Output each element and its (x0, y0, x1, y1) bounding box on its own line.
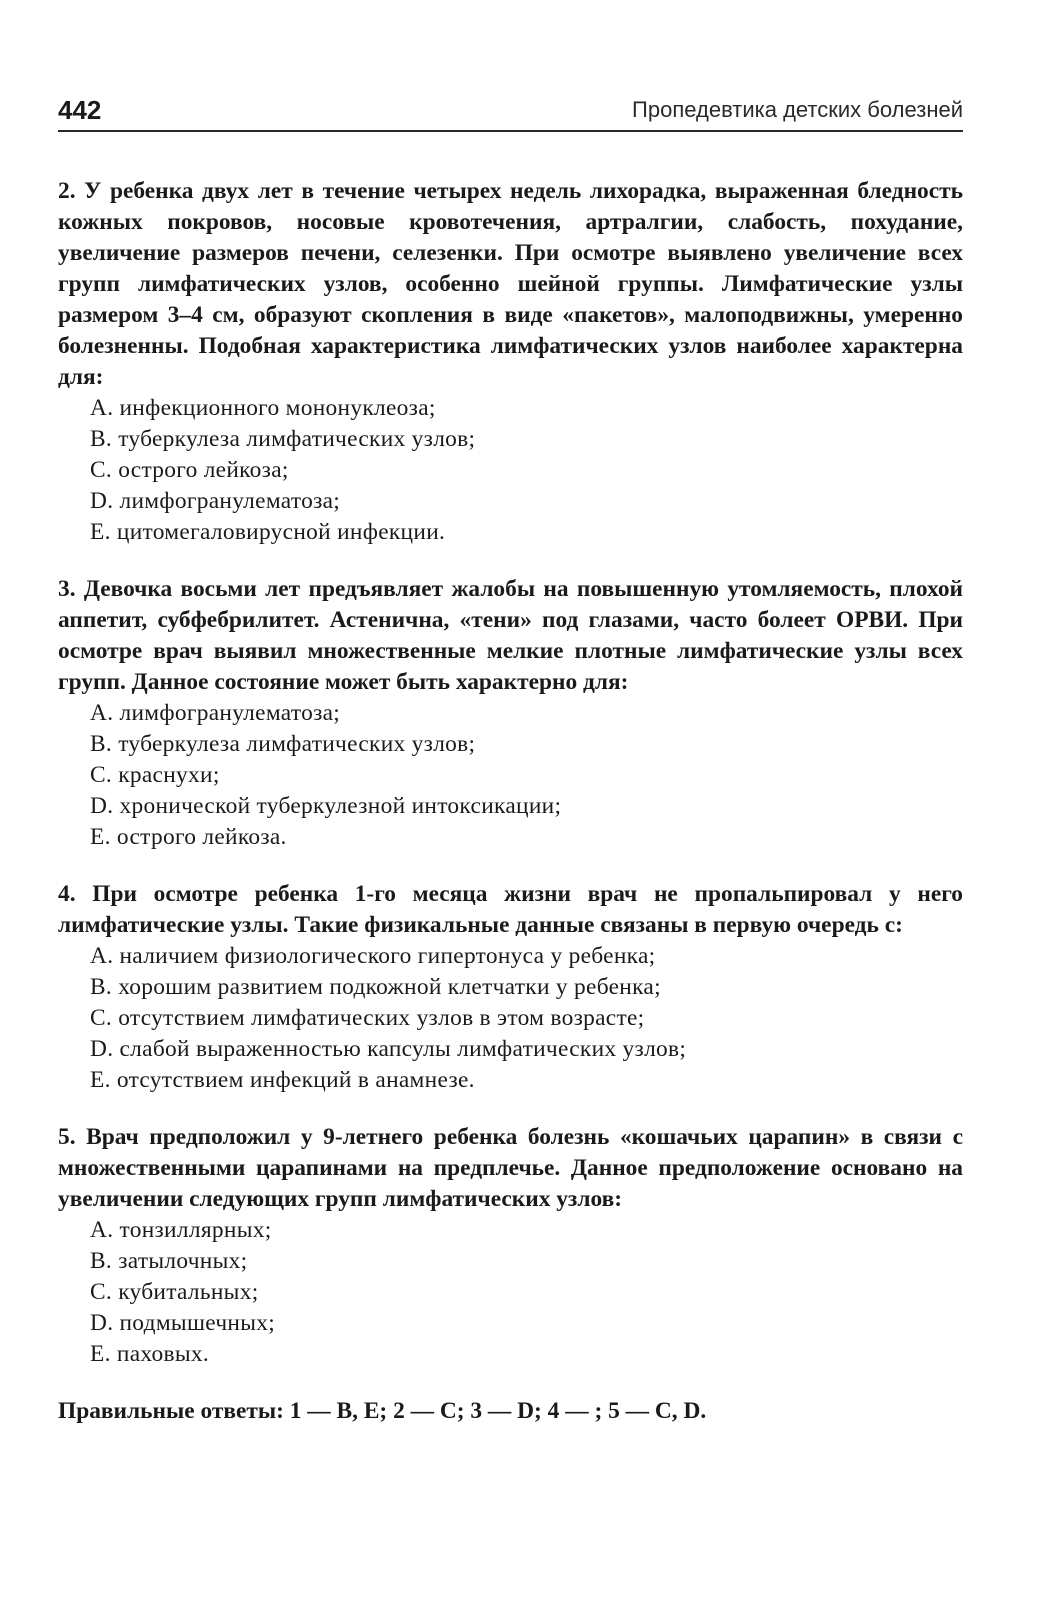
option-c: C. кубитальных; (90, 1279, 259, 1305)
running-title: Пропедевтика детских болезней (632, 97, 963, 122)
option-e: E. паховых. (90, 1341, 209, 1367)
option-a: A. наличием физиологического гипертонуса у ребенка; (90, 943, 656, 969)
option-a: A. лимфогранулематоза; (90, 700, 341, 726)
option-b: B. затылочных; (90, 1248, 248, 1274)
option-a: A. инфекционного мононуклеоза; (90, 395, 436, 421)
page-header (58, 94, 963, 132)
option-d: D. лимфогранулематоза; (90, 488, 341, 514)
option-e: E. цитомегаловирусной инфекции. (90, 519, 446, 545)
option-c: C. краснухи; (90, 762, 220, 788)
question-stem: 4. При осмотре ребенка 1-го месяца жизни врач не пропальпировал у него лимфатические узлы. Такие физикальные данные связаны в первую очередь с: (58, 881, 963, 938)
correct-answers: Правильные ответы: 1 — B, E; 2 — C; 3 — D; 4 — ; 5 — C, D. (58, 1398, 707, 1424)
option-d: D. подмышечных; (90, 1310, 276, 1336)
answer-options (58, 1215, 963, 1370)
answer-options (58, 393, 963, 548)
option-b: B. хорошим развитием подкожной клетчатки у ребенка; (90, 974, 661, 1000)
page-number: 442 (58, 95, 102, 125)
question-3 (58, 574, 963, 853)
option-b: B. туберкулеза лимфатических узлов; (90, 731, 476, 757)
option-b: B. туберкулеза лимфатических узлов; (90, 426, 476, 452)
question-2 (58, 176, 963, 548)
answer-options (58, 698, 963, 853)
page-content (58, 176, 963, 1450)
option-d: D. слабой выраженностью капсулы лимфатических узлов; (90, 1036, 687, 1062)
option-c: C. отсутствием лимфатических узлов в этом возрасте; (90, 1005, 645, 1031)
option-d: D. хронической туберкулезной интоксикации; (90, 793, 562, 819)
option-c: C. острого лейкоза; (90, 457, 289, 483)
option-a: A. тонзиллярных; (90, 1217, 272, 1243)
option-e: E. острого лейкоза. (90, 824, 287, 850)
question-stem: 5. Врач предположил у 9-летнего ребенка болезнь «кошачьих царапин» в связи с множественными царапинами на предплечье. Данное предположение основано на увеличении следующих групп лимфатических узлов: (58, 1124, 963, 1212)
option-e: E. отсутствием инфекций в анамнезе. (90, 1067, 475, 1093)
question-4 (58, 879, 963, 1096)
question-5 (58, 1122, 963, 1370)
question-stem: 2. У ребенка двух лет в течение четырех недель лихорадка, выраженная бледность кожных покровов, носовые кровотечения, артралгии, слабость, похудание, увеличение размеров печени, селезенки. При осмотре выявлено увеличение всех групп лимфатических узлов, особенно шейной группы. Лимфатические узлы размером 3–4 см, образуют скопления в виде «пакетов», малоподвижны, умеренно болезненны. Подобная характеристика лимфатических узлов наиболее характерна для: (58, 178, 963, 390)
answer-options (58, 941, 963, 1096)
question-stem: 3. Девочка восьми лет предъявляет жалобы на повышенную утомляемость, плохой аппетит, субфебрилитет. Астенична, «тени» под глазами, часто болеет ОРВИ. При осмотре врач выявил множественные мелкие плотные лимфатические узлы всех групп. Данное состояние может быть характерно для: (58, 576, 963, 695)
